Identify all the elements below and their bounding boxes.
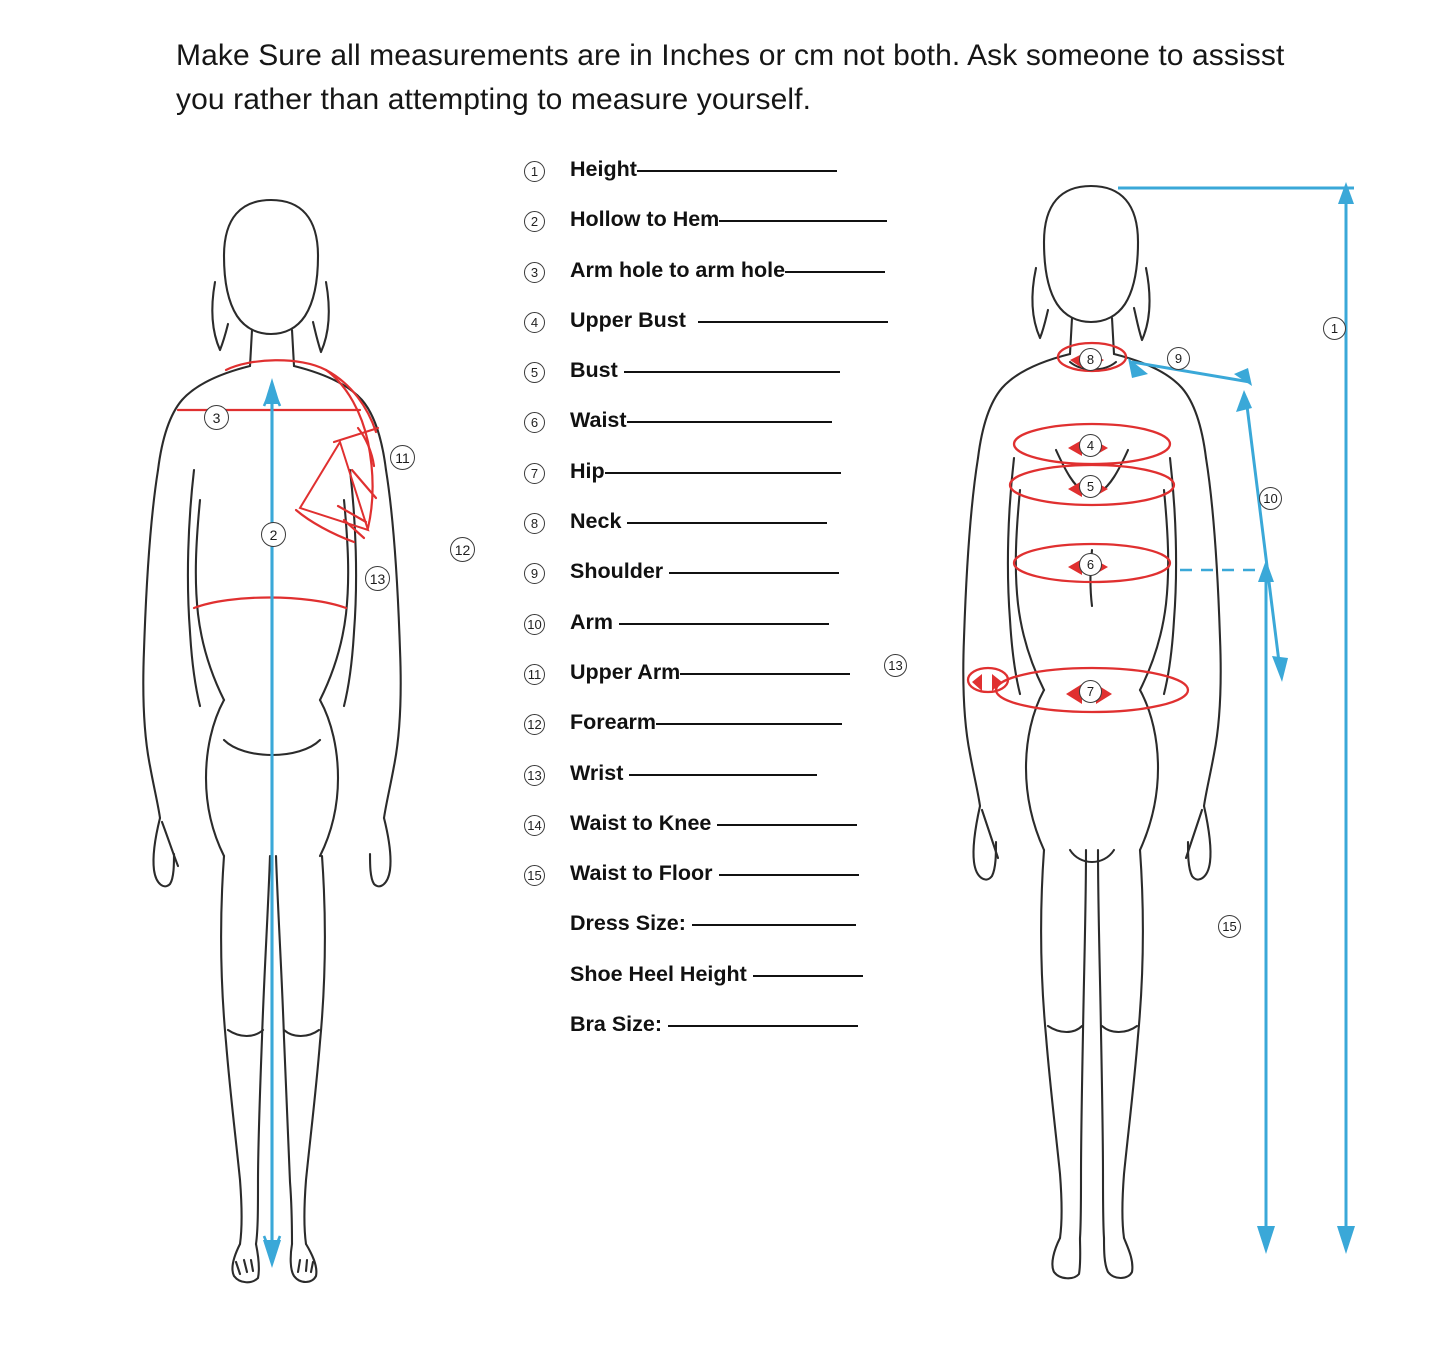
page-title: Make Sure all measurements are in Inches or cm not both. Ask someone to assisst you rather than attempting to measure yourself. [176,39,1285,116]
item-number: 8 [524,509,558,534]
write-in-blank[interactable] [627,521,827,524]
item-label: Waist to Floor [558,861,859,886]
callout-9: 9 [1167,347,1190,370]
list-item [524,710,944,760]
write-in-blank[interactable] [637,169,837,172]
write-in-blank[interactable] [785,270,885,273]
item-number: 12 [524,710,558,735]
item-label: Wrist [558,761,817,786]
back-view-body-diagram [100,170,530,1305]
item-label: Bra Size: [558,1012,858,1037]
list-item [524,308,944,358]
callout-3: 3 [204,405,229,430]
item-label: Waist [558,408,832,433]
item-label: Arm [558,610,829,635]
item-label: Upper Bust [558,308,888,333]
item-label: Height [558,157,837,182]
item-number: 5 [524,358,558,383]
callout-6: 6 [1079,553,1102,576]
write-in-blank[interactable] [668,1024,858,1027]
item-label: Neck [558,509,827,534]
write-in-blank[interactable] [627,420,832,423]
callout-15: 15 [1218,915,1241,938]
item-number: 7 [524,459,558,484]
item-label: Hollow to Hem [558,207,887,232]
list-item [524,911,944,961]
item-label: Upper Arm [558,660,850,685]
front-view-body-diagram [880,150,1360,1305]
callout-2: 2 [261,522,286,547]
list-item [524,157,944,207]
write-in-blank[interactable] [619,622,829,625]
callout-10: 10 [1259,487,1282,510]
write-in-blank[interactable] [605,471,841,474]
item-number: 3 [524,258,558,283]
item-label: Hip [558,459,841,484]
callout-13: 13 [365,566,390,591]
write-in-blank[interactable] [680,672,850,675]
list-item [524,509,944,559]
callout-7: 7 [1079,680,1102,703]
callout-4: 4 [1079,434,1102,457]
measurement-list [524,157,944,1062]
list-item [524,610,944,660]
list-item [524,861,944,911]
callout-11: 11 [390,445,415,470]
list-item [524,962,944,1012]
item-number: 1 [524,157,558,182]
list-item [524,408,944,458]
write-in-blank[interactable] [629,773,817,776]
list-item [524,459,944,509]
list-item [524,559,944,609]
write-in-blank[interactable] [717,823,857,826]
callout-5: 5 [1079,475,1102,498]
list-item [524,761,944,811]
item-label: Arm hole to arm hole [558,258,885,283]
item-number: 10 [524,610,558,635]
callout-13: 13 [884,654,907,677]
item-label: Shoulder [558,559,839,584]
item-label: Waist to Knee [558,811,857,836]
write-in-blank[interactable] [669,571,839,574]
list-item [524,358,944,408]
write-in-blank[interactable] [624,370,840,373]
item-label: Bust [558,358,840,383]
write-in-blank[interactable] [692,923,856,926]
write-in-blank[interactable] [719,219,887,222]
item-number: 15 [524,861,558,886]
item-label: Forearm [558,710,842,735]
write-in-blank[interactable] [719,873,859,876]
list-item [524,258,944,308]
list-item [524,1012,944,1062]
write-in-blank[interactable] [753,974,863,977]
item-number: 9 [524,559,558,584]
list-item [524,207,944,257]
item-label: Shoe Heel Height [558,962,863,987]
item-number: 4 [524,308,558,333]
item-number: 11 [524,660,558,685]
callout-1: 1 [1323,317,1346,340]
list-item [524,660,944,710]
list-item [524,811,944,861]
item-number: 13 [524,761,558,786]
callout-12: 12 [450,537,475,562]
item-number: 2 [524,207,558,232]
write-in-blank[interactable] [698,320,888,323]
item-number: 14 [524,811,558,836]
write-in-blank[interactable] [656,722,842,725]
item-label: Dress Size: [558,911,856,936]
item-number: 6 [524,408,558,433]
callout-8: 8 [1079,348,1102,371]
